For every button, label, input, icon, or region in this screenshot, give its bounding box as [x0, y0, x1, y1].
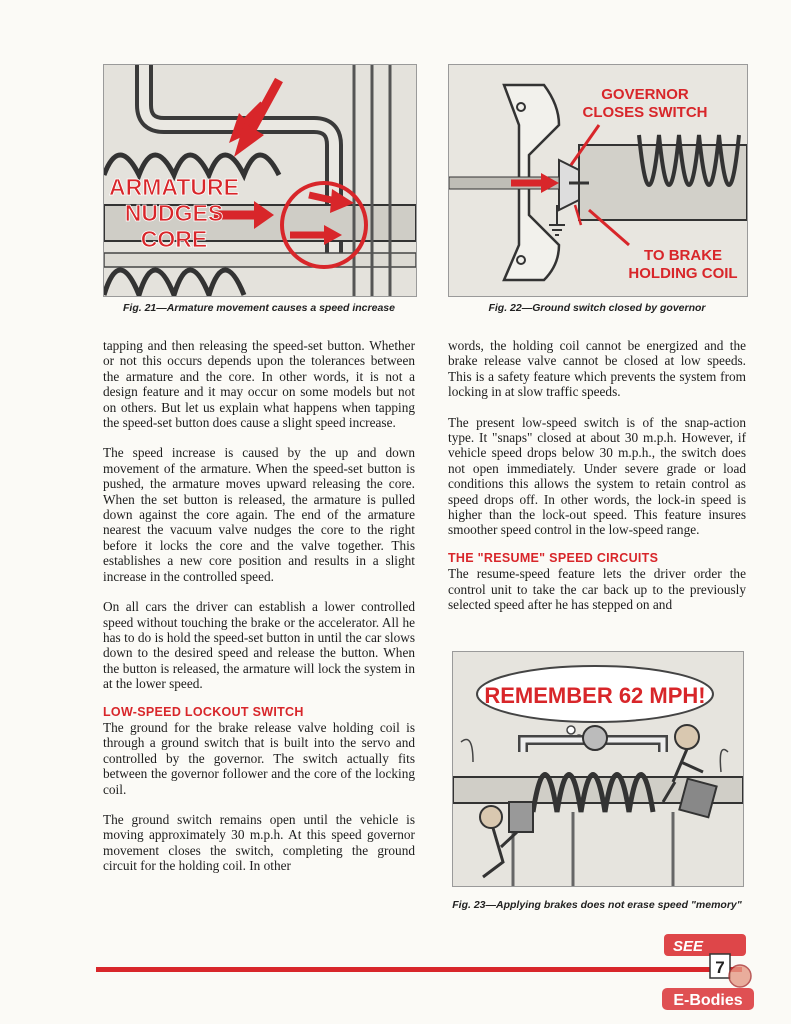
- watermark-bottom-text: E-Bodies: [673, 992, 743, 1009]
- page-number-logo: [660, 932, 760, 1014]
- left-paragraph: The ground switch remains open until the vehicle is moving approximately 30 m.p.h. At this speed governor movement closes the switch, completing the ground circuit for the holding coil. In other: [103, 811, 415, 874]
- section-heading-lockout: LOW-SPEED LOCKOUT SWITCH: [103, 704, 304, 719]
- watermark-top-text: SEE: [672, 938, 704, 955]
- left-paragraph: The ground for the brake release valve holding coil is through a ground switch that is built into the servo and controlled by the governor. The switch actually fits between the governor follower and the core of the locking coil.: [103, 719, 415, 797]
- left-column: [103, 338, 415, 889]
- fig21-label-line2: NUDGES: [124, 200, 224, 226]
- right-paragraph: The resume-speed feature lets the driver order the control unit to take the car back up to the previously selected speed after he has stepped on and: [448, 566, 746, 613]
- figure-23: [452, 651, 744, 887]
- fig22-callout-bottom-line2: HOLDING COIL: [628, 265, 738, 282]
- fig22-callout-top-line1: GOVERNOR: [601, 86, 689, 103]
- left-paragraph: On all cars the driver can establish a lower controlled speed without touching the brake or the accelerator. All he has to do is hold the speed-set button in until the car slows down to the desired speed and release the button. When the button is released, the armature will lock the system in at the lower speed.: [103, 599, 415, 692]
- footer-rule: [96, 967, 742, 972]
- fig21-label-line3: CORE: [140, 226, 208, 252]
- fig23-caption: Fig. 23—Applying brakes does not erase speed "memory": [452, 899, 742, 911]
- fig22-callout-bottom-line1: TO BRAKE: [643, 247, 723, 264]
- fig21-caption: Fig. 21—Armature movement causes a speed increase: [123, 302, 395, 314]
- figure-22: [448, 64, 748, 297]
- section-heading-resume: THE "RESUME" SPEED CIRCUITS: [448, 550, 659, 565]
- fig23-bubble-text: REMEMBER 62 MPH!: [484, 683, 706, 708]
- right-paragraph: words, the holding coil cannot be energized and the brake release valve cannot be closed at low speeds. This is a safety feature which prevents the system from locking in at slow traffic speeds.: [448, 338, 746, 400]
- e-bodies-watermark-icon: [660, 932, 760, 1014]
- governor-diagram: [449, 65, 747, 296]
- left-paragraph: The speed increase is caused by the up and down movement of the armature. When the speed-set button is pushed, the armature moves upward releasing the core. When the set button is released, the armature is pulled down against the core again. The end of the armature nearest the vacuum valve nudges the core to the right before it locks the core and the valve together. This establishes a new core position and results in a slight increase in the controlled speed.: [103, 445, 415, 584]
- fig22-caption: Fig. 22—Ground switch closed by governor: [488, 302, 706, 314]
- fig21-label-line1: ARMATURE: [109, 174, 239, 200]
- armature-diagram: [104, 65, 416, 296]
- right-column: [448, 338, 746, 628]
- figure-21: [103, 64, 417, 297]
- page-number: 7: [715, 958, 725, 977]
- memory-cartoon: [453, 652, 743, 886]
- fig22-callout-top-line2: CLOSES SWITCH: [582, 104, 708, 121]
- right-paragraph: The present low-speed switch is of the snap-action type. It "snaps" closed at about 30 m.p.h. However, if vehicle speed drops below 30 m.p.h., the switch does not open immediately. Under severe grade or load conditions this allows the system to retain control as speed drops off. In other words, the lock-in speed is higher than the lock-out speed. This feature insures smoother speed control in the low-speed range.: [448, 414, 746, 538]
- left-paragraph: tapping and then releasing the speed-set button. Whether or not this occurs depends upon the tolerances between the armature and the core. In other words, it is not a design feature and it may occur on some models but not on others. But let us explain what happens when tapping the speed-set button does cause a slight speed increase.: [103, 338, 415, 431]
